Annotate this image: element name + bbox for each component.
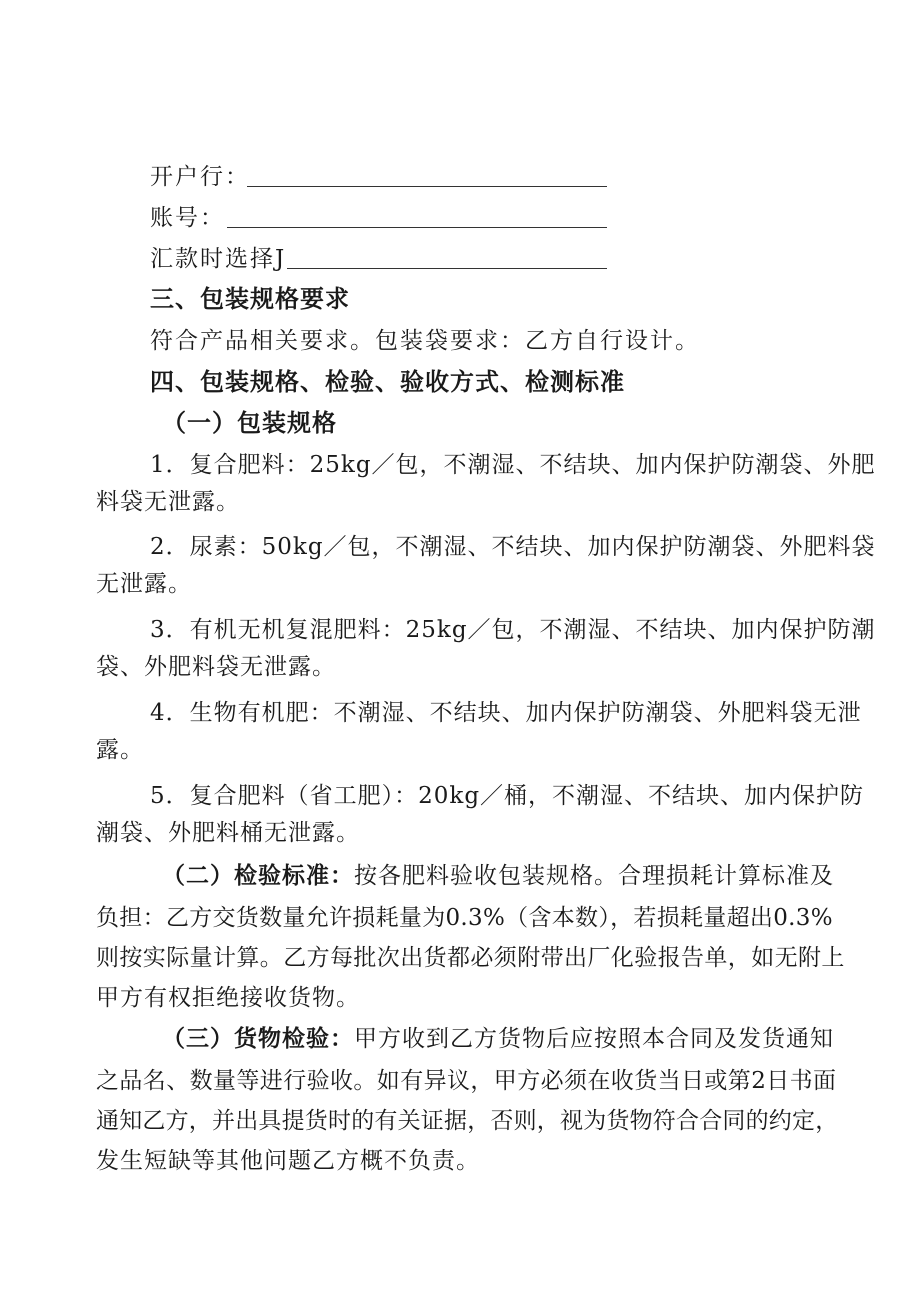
section3-heading: 三、包装规格要求 bbox=[150, 285, 350, 313]
sub3-line1 bbox=[162, 1024, 834, 1054]
item-1-line1: 1．复合肥料：25kg／包，不潮湿、不结块、加内保护防潮袋、外肥 bbox=[150, 452, 876, 478]
remittance-blank bbox=[287, 268, 607, 269]
sub3-line1-text: 甲方收到乙方货物后应按照本合同及发货通知 bbox=[354, 1026, 834, 1052]
item-4-line1: 4．生物有机肥：不潮湿、不结块、加内保护防潮袋、外肥料袋无泄 bbox=[150, 700, 862, 726]
sub2-line1-text: 按各肥料验收包装规格。合理损耗计算标准及 bbox=[354, 863, 834, 889]
section4-heading: 四、包装规格、检验、验收方式、检测标准 bbox=[150, 368, 625, 396]
sub2-line1 bbox=[162, 861, 834, 891]
item-1-line2: 料袋无泄露。 bbox=[96, 489, 240, 515]
bank-name-label: 开户行： bbox=[150, 164, 250, 190]
section4-sub1-heading: （一）包装规格 bbox=[162, 409, 337, 437]
account-number-blank bbox=[227, 227, 607, 228]
sub3-line2: 之品名、数量等进行验收。如有异议，甲方必须在收货当日或第2日书面 bbox=[96, 1068, 837, 1094]
section3-text: 符合产品相关要求。包装袋要求：乙方自行设计。 bbox=[150, 328, 700, 354]
item-2-line1: 2．尿素：50kg／包，不潮湿、不结块、加内保护防潮袋、外肥料袋 bbox=[150, 534, 876, 560]
bank-name-blank bbox=[247, 186, 607, 187]
sub2-heading: （二）检验标准： bbox=[162, 863, 354, 889]
remittance-label: 汇款时选择J bbox=[150, 246, 287, 272]
sub2-line4: 甲方有权拒绝接收货物。 bbox=[96, 985, 360, 1011]
item-5-line2: 潮袋、外肥料桶无泄露。 bbox=[96, 820, 360, 846]
item-2-line2: 无泄露。 bbox=[96, 571, 192, 597]
item-5-line1: 5．复合肥料（省工肥）：20kg／桶，不潮湿、不结块、加内保护防 bbox=[150, 783, 865, 809]
item-4-line2: 露。 bbox=[96, 737, 144, 763]
sub3-line4: 发生短缺等其他问题乙方概不负责。 bbox=[96, 1148, 480, 1174]
account-number-label: 账号： bbox=[150, 205, 225, 231]
sub3-heading: （三）货物检验： bbox=[162, 1026, 354, 1052]
item-3-line1: 3．有机无机复混肥料：25kg／包，不潮湿、不结块、加内保护防潮 bbox=[150, 617, 876, 643]
sub2-line2: 负担：乙方交货数量允许损耗量为0.3%（含本数），若损耗量超出0.3% bbox=[96, 905, 833, 931]
sub2-line3: 则按实际量计算。乙方每批次出货都必须附带出厂化验报告单，如无附上 bbox=[96, 945, 845, 971]
sub3-line3: 通知乙方，并出具提货时的有关证据，否则，视为货物符合合同的约定， bbox=[96, 1108, 839, 1134]
item-3-line2: 袋、外肥料袋无泄露。 bbox=[96, 654, 336, 680]
